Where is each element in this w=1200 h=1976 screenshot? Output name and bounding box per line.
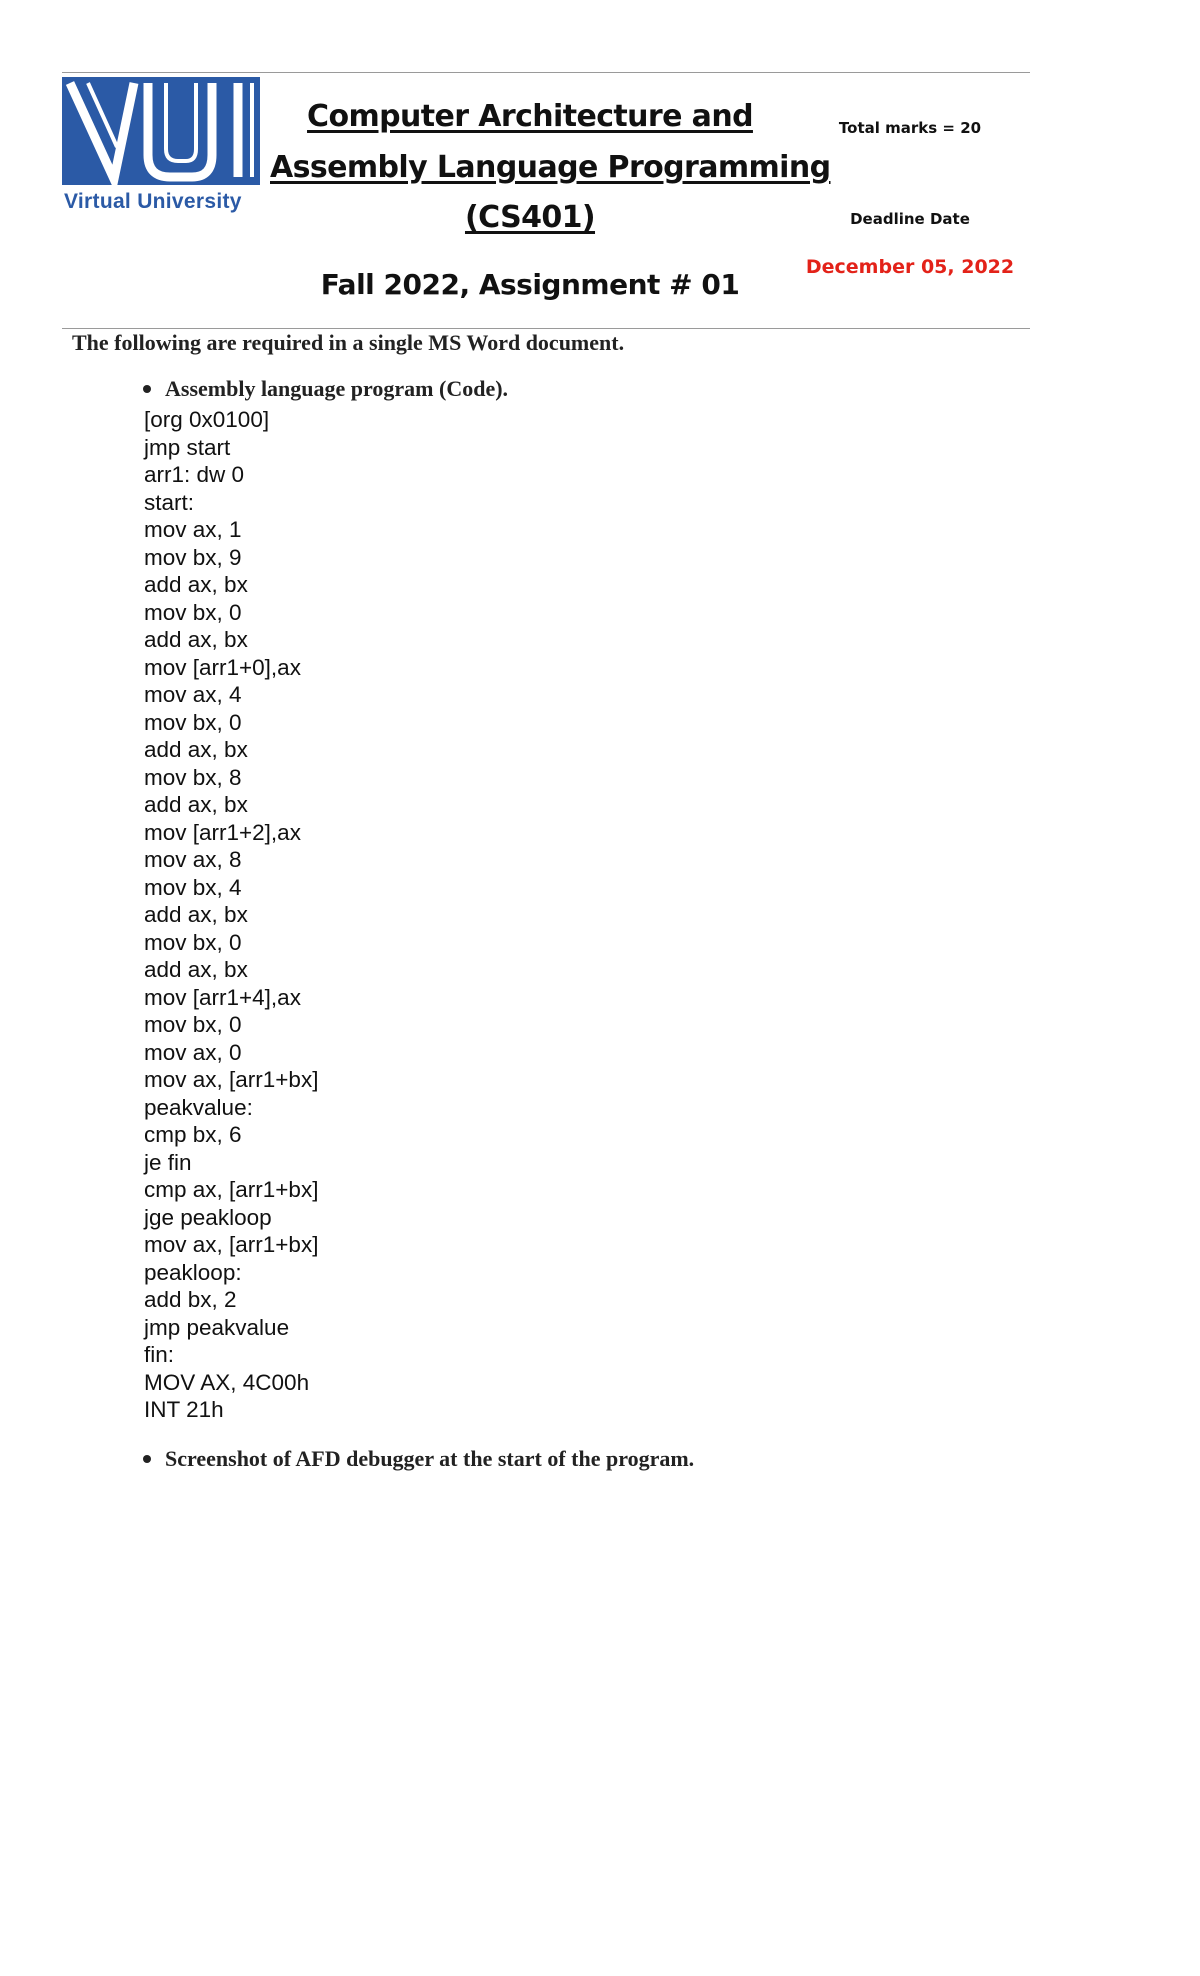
code-line: mov ax, [arr1+bx] bbox=[144, 1067, 319, 1092]
code-line: add ax, bx bbox=[144, 902, 248, 927]
code-line: arr1: dw 0 bbox=[144, 462, 245, 487]
code-line: mov ax, 0 bbox=[144, 1039, 242, 1065]
deadline-date: December 05, 2022 bbox=[805, 256, 1015, 278]
code-line: fin: bbox=[144, 1342, 175, 1367]
code-line: mov ax, [arr1+bx] bbox=[144, 1232, 319, 1257]
deadline-label: Deadline Date bbox=[850, 210, 970, 228]
code-line: start: bbox=[144, 489, 195, 515]
assignment-subtitle: Fall 2022, Assignment # 01 bbox=[320, 268, 740, 301]
code-line: add ax, bx bbox=[144, 737, 248, 762]
course-title-line-1: Computer Architecture and bbox=[307, 99, 753, 134]
code-line: mov ax, 1 bbox=[144, 517, 242, 542]
code-line: mov bx, 9 bbox=[144, 544, 242, 570]
code-line: mov [arr1+0],ax bbox=[144, 654, 301, 680]
code-line: [org 0x0100] bbox=[144, 407, 270, 432]
header-bottom-rule bbox=[62, 328, 1030, 329]
total-marks: Total marks = 20 bbox=[838, 119, 982, 137]
code-line: mov bx, 8 bbox=[144, 764, 242, 790]
bullet-item-screenshot bbox=[143, 1446, 694, 1472]
course-title-line-2: Assembly Language Programming bbox=[270, 150, 831, 185]
virtual-university-logo bbox=[62, 77, 262, 219]
code-line: mov [arr1+4],ax bbox=[144, 984, 301, 1010]
code-line: jmp start bbox=[144, 434, 231, 460]
code-line: mov bx, 0 bbox=[144, 1012, 242, 1037]
assembly-code-listing bbox=[144, 406, 318, 1424]
code-line: cmp bx, 6 bbox=[144, 1122, 242, 1147]
code-line: add bx, 2 bbox=[144, 1287, 237, 1312]
code-line: jge peakloop bbox=[144, 1204, 272, 1230]
bullet-item-code bbox=[143, 376, 508, 402]
code-line: mov bx, 0 bbox=[144, 709, 242, 735]
logo-caption: Virtual University bbox=[64, 190, 242, 213]
code-line: add ax, bx bbox=[144, 792, 248, 817]
code-line: INT 21h bbox=[144, 1397, 224, 1422]
course-code: (CS401) bbox=[464, 200, 596, 235]
requirements-intro: The following are required in a single MS Word document. bbox=[72, 330, 625, 355]
bullet-text: Screenshot of AFD debugger at the start of the program. bbox=[165, 1446, 695, 1471]
code-line: peakvalue: bbox=[144, 1094, 253, 1120]
code-line: MOV AX, 4C00h bbox=[144, 1369, 310, 1395]
code-line: mov ax, 8 bbox=[144, 847, 242, 872]
vu-logo-mark bbox=[62, 77, 260, 185]
code-line: mov bx, 0 bbox=[144, 929, 242, 955]
code-line: add ax, bx bbox=[144, 627, 248, 652]
code-line: jmp peakvalue bbox=[144, 1314, 290, 1340]
code-line: peakloop: bbox=[144, 1259, 242, 1285]
code-line: add ax, bx bbox=[144, 572, 248, 597]
bullet-icon bbox=[143, 385, 151, 393]
code-line: je fin bbox=[144, 1149, 192, 1175]
bullet-text: Assembly language program (Code). bbox=[165, 376, 509, 401]
code-line: add ax, bx bbox=[144, 957, 248, 982]
code-line: mov ax, 4 bbox=[144, 682, 242, 707]
vu-monogram-icon bbox=[62, 77, 260, 185]
bullet-icon bbox=[143, 1455, 151, 1463]
header-top-rule bbox=[62, 72, 1030, 73]
code-line: cmp ax, [arr1+bx] bbox=[144, 1177, 319, 1202]
code-line: mov bx, 4 bbox=[144, 874, 242, 900]
code-line: mov bx, 0 bbox=[144, 599, 242, 625]
code-line: mov [arr1+2],ax bbox=[144, 819, 301, 845]
